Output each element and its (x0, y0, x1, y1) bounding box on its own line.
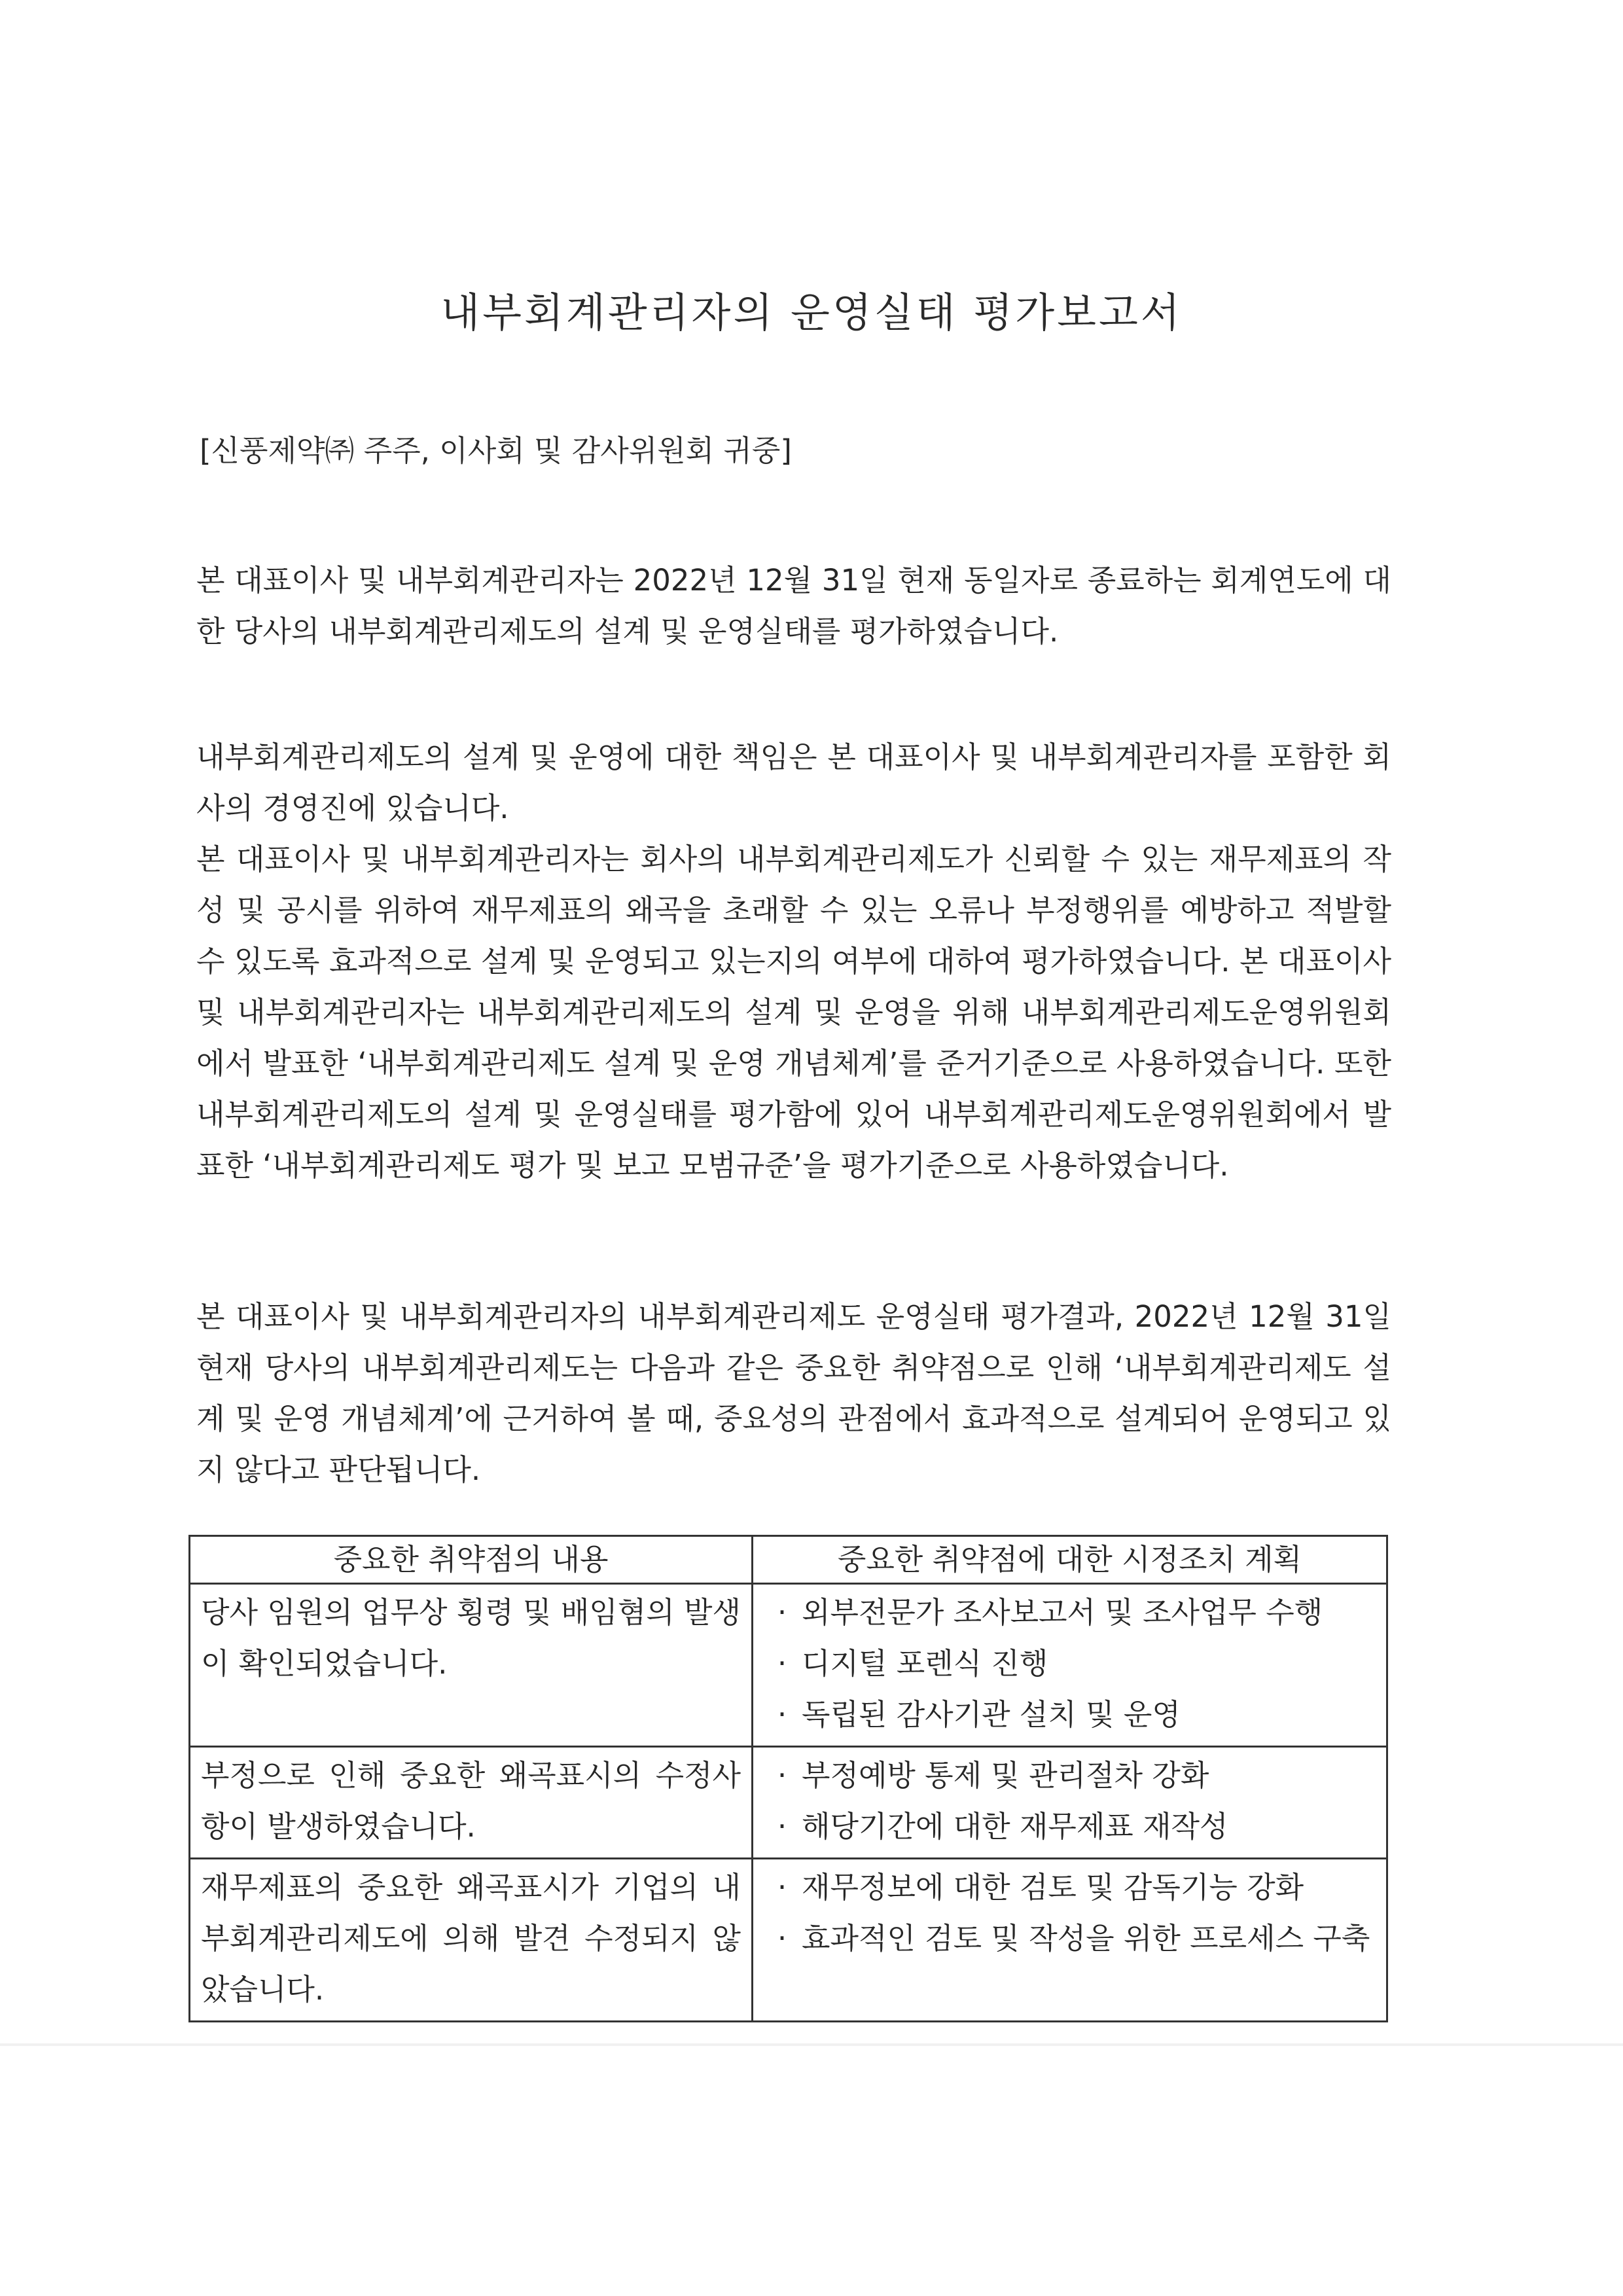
paragraph-evaluation-scope: 본 대표이사 및 내부회계관리자는 2022년 12월 31일 현재 동일자로 종료하는 회계연도에 대한 당사의 내부회계관리제도의 설계 및 운영실태를 평가하였습니다. (196, 563, 1391, 649)
weakness-table-container (188, 1535, 1386, 2022)
plan-item-text: 재무정보에 대한 검토 및 감독기능 강화 (802, 1870, 1304, 1905)
weakness-cell: 부정으로 인해 중요한 왜곡표시의 수정사항이 발생하였습니다. (190, 1747, 753, 1859)
bullet-dot-icon: · (777, 1646, 787, 1681)
plan-cell (753, 1859, 1387, 2022)
plan-item-text: 독립된 감사기관 설치 및 운영 (802, 1697, 1181, 1732)
addressee-line: [신풍제약㈜ 주주, 이사회 및 감사위원회 귀중] (200, 433, 792, 468)
bullet-dot-icon: · (777, 1758, 787, 1793)
table-row (190, 1859, 1387, 2022)
table-row (190, 1584, 1387, 1747)
plan-cell (753, 1584, 1387, 1747)
weakness-cell: 재무제표의 중요한 왜곡표시가 기업의 내부회계관리제도에 의해 발견 수정되지 않았습니다. (190, 1859, 753, 2022)
plan-item (762, 1862, 1377, 1913)
table-header-row (190, 1536, 1387, 1584)
bullet-dot-icon: · (777, 1595, 787, 1630)
footer-divider (0, 2043, 1623, 2046)
plan-item (762, 1913, 1377, 1964)
header-weakness-content: 중요한 취약점의 내용 (190, 1536, 753, 1584)
plan-item-text: 부정예방 통제 및 관리절차 강화 (802, 1758, 1209, 1793)
responsibility-section (196, 732, 1391, 1191)
paragraph-management-responsibility: 내부회계관리제도의 설계 및 운영에 대한 책임은 본 대표이사 및 내부회계관리자를 포함한 회사의 경영진에 있습니다. (196, 740, 1391, 825)
plan-item-text: 외부전문가 조사보고서 및 조사업무 수행 (802, 1595, 1323, 1630)
plan-item-text: 효과적인 검토 및 작성을 위한 프로세스 구축 (802, 1921, 1370, 1956)
plan-item-text: 디지털 포렌식 진행 (802, 1646, 1048, 1681)
plan-item (762, 1638, 1377, 1689)
plan-item (762, 1587, 1377, 1638)
table-row (190, 1747, 1387, 1859)
plan-item (762, 1750, 1377, 1801)
paragraph-evaluation-criteria: 본 대표이사 및 내부회계관리자는 회사의 내부회계관리제도가 신뢰할 수 있는 재무제표의 작성 및 공시를 위하여 재무제표의 왜곡을 초래할 수 있는 오류나 부정행위를 예방하고 적발할 수 있도록 효과적으로 설계 및 운영되고 있는지의 여부에 대하여 평가하였습니다. 본 대표이사 및 내부회계관리자는 내부회계관리제도의 설계 및 운영을 위해 내부회계관리제도운영위원회에서 발표한 ‘내부회계관리제도 설계 및 운영 개념체계’를 준거기준으로 사용하였습니다. 또한 내부회계관리제도의 설계 및 운영실태를 평가함에 있어 내부회계관리제도운영위원회에서 발표한 ‘내부회계관리제도 평가 및 보고 모범규준’을 평가기준으로 사용하였습니다. (196, 842, 1391, 1183)
bullet-dot-icon: · (777, 1921, 787, 1956)
plan-item (762, 1801, 1377, 1852)
material-weakness-table (188, 1535, 1388, 2022)
plan-cell (753, 1747, 1387, 1859)
plan-item (762, 1689, 1377, 1740)
header-corrective-plan: 중요한 취약점에 대한 시정조치 계획 (753, 1536, 1387, 1584)
bullet-dot-icon: · (777, 1870, 787, 1905)
weakness-cell: 당사 임원의 업무상 횡령 및 배임혐의 발생이 확인되었습니다. (190, 1584, 753, 1747)
paragraph-evaluation-result: 본 대표이사 및 내부회계관리자의 내부회계관리제도 운영실태 평가결과, 2022년 12월 31일 현재 당사의 내부회계관리제도는 다음과 같은 중요한 취약점으로 인해 ‘내부회계관리제도 설계 및 운영 개념체계’에 근거하여 볼 때, 중요성의 관점에서 효과적으로 설계되어 운영되고 있지 않다고 판단됩니다. (196, 1299, 1391, 1487)
bullet-dot-icon: · (777, 1809, 787, 1844)
bullet-dot-icon: · (777, 1697, 787, 1732)
report-title: 내부회계관리자의 운영실태 평가보고서 (440, 289, 1183, 336)
plan-item-text: 해당기간에 대한 재무제표 재작성 (802, 1809, 1228, 1844)
